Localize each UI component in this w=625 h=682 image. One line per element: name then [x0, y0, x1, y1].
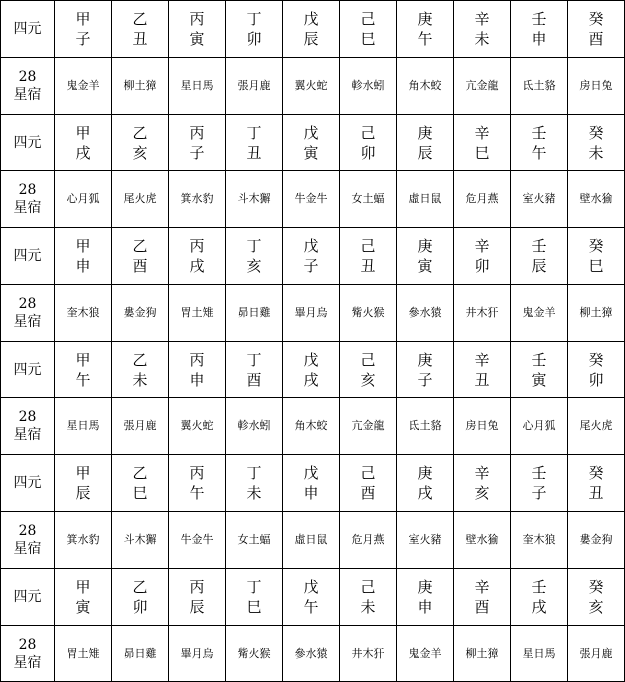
row-label-mansions: 28 星宿 — [1, 58, 55, 115]
mansion-cell: 柳土獐 — [568, 285, 625, 342]
ganzhi-cell: 乙 巳 — [112, 455, 169, 512]
table-body — [1, 1, 625, 682]
mansion-cell: 參水猿 — [283, 626, 340, 682]
ganzhi-cell: 乙 丑 — [112, 1, 169, 58]
row-label-siyuan: 四元 — [1, 1, 55, 58]
mansion-cell: 婁金狗 — [112, 285, 169, 342]
mansion-cell: 柳土獐 — [454, 626, 511, 682]
mansion-cell: 昴日雞 — [226, 285, 283, 342]
mansion-cell: 斗木獬 — [112, 512, 169, 569]
mansion-cell: 參水猿 — [397, 285, 454, 342]
table-row-mansion — [1, 58, 625, 115]
ganzhi-cell: 丁 卯 — [226, 1, 283, 58]
ganzhi-cell: 辛 亥 — [454, 455, 511, 512]
mansion-cell: 女土蝠 — [226, 512, 283, 569]
ganzhi-cell: 己 未 — [340, 569, 397, 626]
mansion-cell: 心月狐 — [55, 171, 112, 228]
row-label-mansions: 28 星宿 — [1, 512, 55, 569]
row-label-siyuan: 四元 — [1, 115, 55, 171]
mansion-cell: 虛日鼠 — [283, 512, 340, 569]
ganzhi-cell: 戊 申 — [283, 455, 340, 512]
ganzhi-cell: 丁 巳 — [226, 569, 283, 626]
ganzhi-cell: 甲 子 — [55, 1, 112, 58]
ganzhi-cell: 辛 丑 — [454, 342, 511, 398]
mansion-cell: 鬼金羊 — [55, 58, 112, 115]
mansion-cell: 鬼金羊 — [397, 626, 454, 682]
mansion-cell: 壁水㺄 — [454, 512, 511, 569]
mansion-cell: 心月狐 — [511, 398, 568, 455]
ganzhi-cell: 丁 酉 — [226, 342, 283, 398]
table-row-mansion — [1, 398, 625, 455]
mansion-cell: 鬼金羊 — [511, 285, 568, 342]
row-label-siyuan: 四元 — [1, 342, 55, 398]
mansion-cell: 女土蝠 — [340, 171, 397, 228]
ganzhi-cell: 辛 酉 — [454, 569, 511, 626]
ganzhi-cell: 戊 戌 — [283, 342, 340, 398]
row-label-siyuan: 四元 — [1, 455, 55, 512]
ganzhi-cell: 己 酉 — [340, 455, 397, 512]
ganzhi-cell: 乙 亥 — [112, 115, 169, 171]
ganzhi-cell: 癸 丑 — [568, 455, 625, 512]
table-row-mansion — [1, 626, 625, 682]
mansion-cell: 氐土貉 — [511, 58, 568, 115]
mansion-cell: 張月鹿 — [226, 58, 283, 115]
mansion-cell: 室火豬 — [397, 512, 454, 569]
ganzhi-cell: 戊 午 — [283, 569, 340, 626]
ganzhi-cell: 辛 卯 — [454, 228, 511, 285]
mansion-cell: 牛金牛 — [169, 512, 226, 569]
mansion-cell: 柳土獐 — [112, 58, 169, 115]
mansion-cell: 胃土雉 — [55, 626, 112, 682]
ganzhi-cell: 癸 亥 — [568, 569, 625, 626]
mansion-cell: 軫水蚓 — [340, 58, 397, 115]
mansion-cell: 張月鹿 — [568, 626, 625, 682]
mansion-cell: 尾火虎 — [112, 171, 169, 228]
mansion-cell: 奎木狼 — [511, 512, 568, 569]
mansion-cell: 婁金狗 — [568, 512, 625, 569]
ganzhi-cell: 戊 子 — [283, 228, 340, 285]
mansion-cell: 星日馬 — [55, 398, 112, 455]
mansion-cell: 房日兔 — [568, 58, 625, 115]
ganzhi-cell: 壬 午 — [511, 115, 568, 171]
table-row-ganzhi — [1, 228, 625, 285]
ganzhi-cell: 戊 寅 — [283, 115, 340, 171]
mansion-cell: 井木犴 — [454, 285, 511, 342]
ganzhi-cell: 丙 戌 — [169, 228, 226, 285]
mansion-cell: 尾火虎 — [568, 398, 625, 455]
mansion-cell: 壁水㺄 — [568, 171, 625, 228]
ganzhi-cell: 甲 申 — [55, 228, 112, 285]
mansion-cell: 箕水豹 — [169, 171, 226, 228]
table-row-mansion — [1, 285, 625, 342]
ganzhi-cell: 癸 巳 — [568, 228, 625, 285]
ganzhi-cell: 乙 未 — [112, 342, 169, 398]
ganzhi-cell: 己 巳 — [340, 1, 397, 58]
ganzhi-cell: 庚 申 — [397, 569, 454, 626]
table-row-mansion — [1, 512, 625, 569]
mansion-cell: 觜火猴 — [226, 626, 283, 682]
ganzhi-cell: 癸 卯 — [568, 342, 625, 398]
mansion-cell: 昴日雞 — [112, 626, 169, 682]
mansion-cell: 牛金牛 — [283, 171, 340, 228]
table-row-ganzhi — [1, 1, 625, 58]
ganzhi-cell: 甲 午 — [55, 342, 112, 398]
mansion-cell: 星日馬 — [169, 58, 226, 115]
table-row-ganzhi — [1, 342, 625, 398]
mansion-cell: 翼火蛇 — [169, 398, 226, 455]
row-label-mansions: 28 星宿 — [1, 285, 55, 342]
ganzhi-cell: 丙 子 — [169, 115, 226, 171]
ganzhi-cell: 甲 寅 — [55, 569, 112, 626]
ganzhi-cell: 庚 辰 — [397, 115, 454, 171]
ganzhi-cell: 辛 未 — [454, 1, 511, 58]
mansion-cell: 胃土雉 — [169, 285, 226, 342]
mansion-cell: 箕水豹 — [55, 512, 112, 569]
mansion-cell: 亢金龍 — [340, 398, 397, 455]
mansion-cell: 角木蛟 — [283, 398, 340, 455]
mansion-cell: 房日兔 — [454, 398, 511, 455]
ganzhi-cell: 乙 酉 — [112, 228, 169, 285]
ganzhi-cell: 癸 酉 — [568, 1, 625, 58]
row-label-mansions: 28 星宿 — [1, 171, 55, 228]
mansion-cell: 危月燕 — [340, 512, 397, 569]
ganzhi-cell: 庚 子 — [397, 342, 454, 398]
mansion-cell: 翼火蛇 — [283, 58, 340, 115]
row-label-mansions: 28 星宿 — [1, 398, 55, 455]
mansion-cell: 虛日鼠 — [397, 171, 454, 228]
ganzhi-cell: 壬 辰 — [511, 228, 568, 285]
ganzhi-cell: 丙 午 — [169, 455, 226, 512]
mansion-cell: 軫水蚓 — [226, 398, 283, 455]
ganzhi-cell: 戊 辰 — [283, 1, 340, 58]
ganzhi-cell: 辛 巳 — [454, 115, 511, 171]
ganzhi-cell: 己 丑 — [340, 228, 397, 285]
mansion-cell: 室火豬 — [511, 171, 568, 228]
row-label-siyuan: 四元 — [1, 569, 55, 626]
mansion-cell: 畢月烏 — [283, 285, 340, 342]
ganzhi-cell: 癸 未 — [568, 115, 625, 171]
ganzhi-cell: 丙 申 — [169, 342, 226, 398]
ganzhi-cell: 乙 卯 — [112, 569, 169, 626]
row-label-siyuan: 四元 — [1, 228, 55, 285]
mansion-cell: 危月燕 — [454, 171, 511, 228]
table-row-ganzhi — [1, 115, 625, 171]
ganzhi-cell: 庚 戌 — [397, 455, 454, 512]
mansion-cell: 角木蛟 — [397, 58, 454, 115]
table-row-mansion — [1, 171, 625, 228]
ganzhi-cell: 甲 戌 — [55, 115, 112, 171]
mansion-cell: 氐土貉 — [397, 398, 454, 455]
ganzhi-cell: 丙 寅 — [169, 1, 226, 58]
ganzhi-cell: 壬 戌 — [511, 569, 568, 626]
table-row-ganzhi — [1, 569, 625, 626]
ganzhi-cell: 丁 未 — [226, 455, 283, 512]
ganzhi-cell: 甲 辰 — [55, 455, 112, 512]
mansion-cell: 斗木獬 — [226, 171, 283, 228]
table-row-ganzhi — [1, 455, 625, 512]
mansion-cell: 井木犴 — [340, 626, 397, 682]
mansion-cell: 畢月烏 — [169, 626, 226, 682]
ganzhi-cell: 庚 午 — [397, 1, 454, 58]
mansion-cell: 張月鹿 — [112, 398, 169, 455]
mansion-cell: 亢金龍 — [454, 58, 511, 115]
mansion-cell: 奎木狼 — [55, 285, 112, 342]
ganzhi-cell: 己 亥 — [340, 342, 397, 398]
ganzhi-cell: 己 卯 — [340, 115, 397, 171]
mansion-cell: 觜火猴 — [340, 285, 397, 342]
row-label-mansions: 28 星宿 — [1, 626, 55, 682]
ganzhi-cell: 庚 寅 — [397, 228, 454, 285]
ganzhi-cell: 壬 寅 — [511, 342, 568, 398]
ganzhi-cell: 丙 辰 — [169, 569, 226, 626]
ganzhi-cell: 丁 丑 — [226, 115, 283, 171]
ganzhi-cell: 丁 亥 — [226, 228, 283, 285]
ganzhi-cell: 壬 申 — [511, 1, 568, 58]
ganzhi-cell: 壬 子 — [511, 455, 568, 512]
mansion-cell: 星日馬 — [511, 626, 568, 682]
